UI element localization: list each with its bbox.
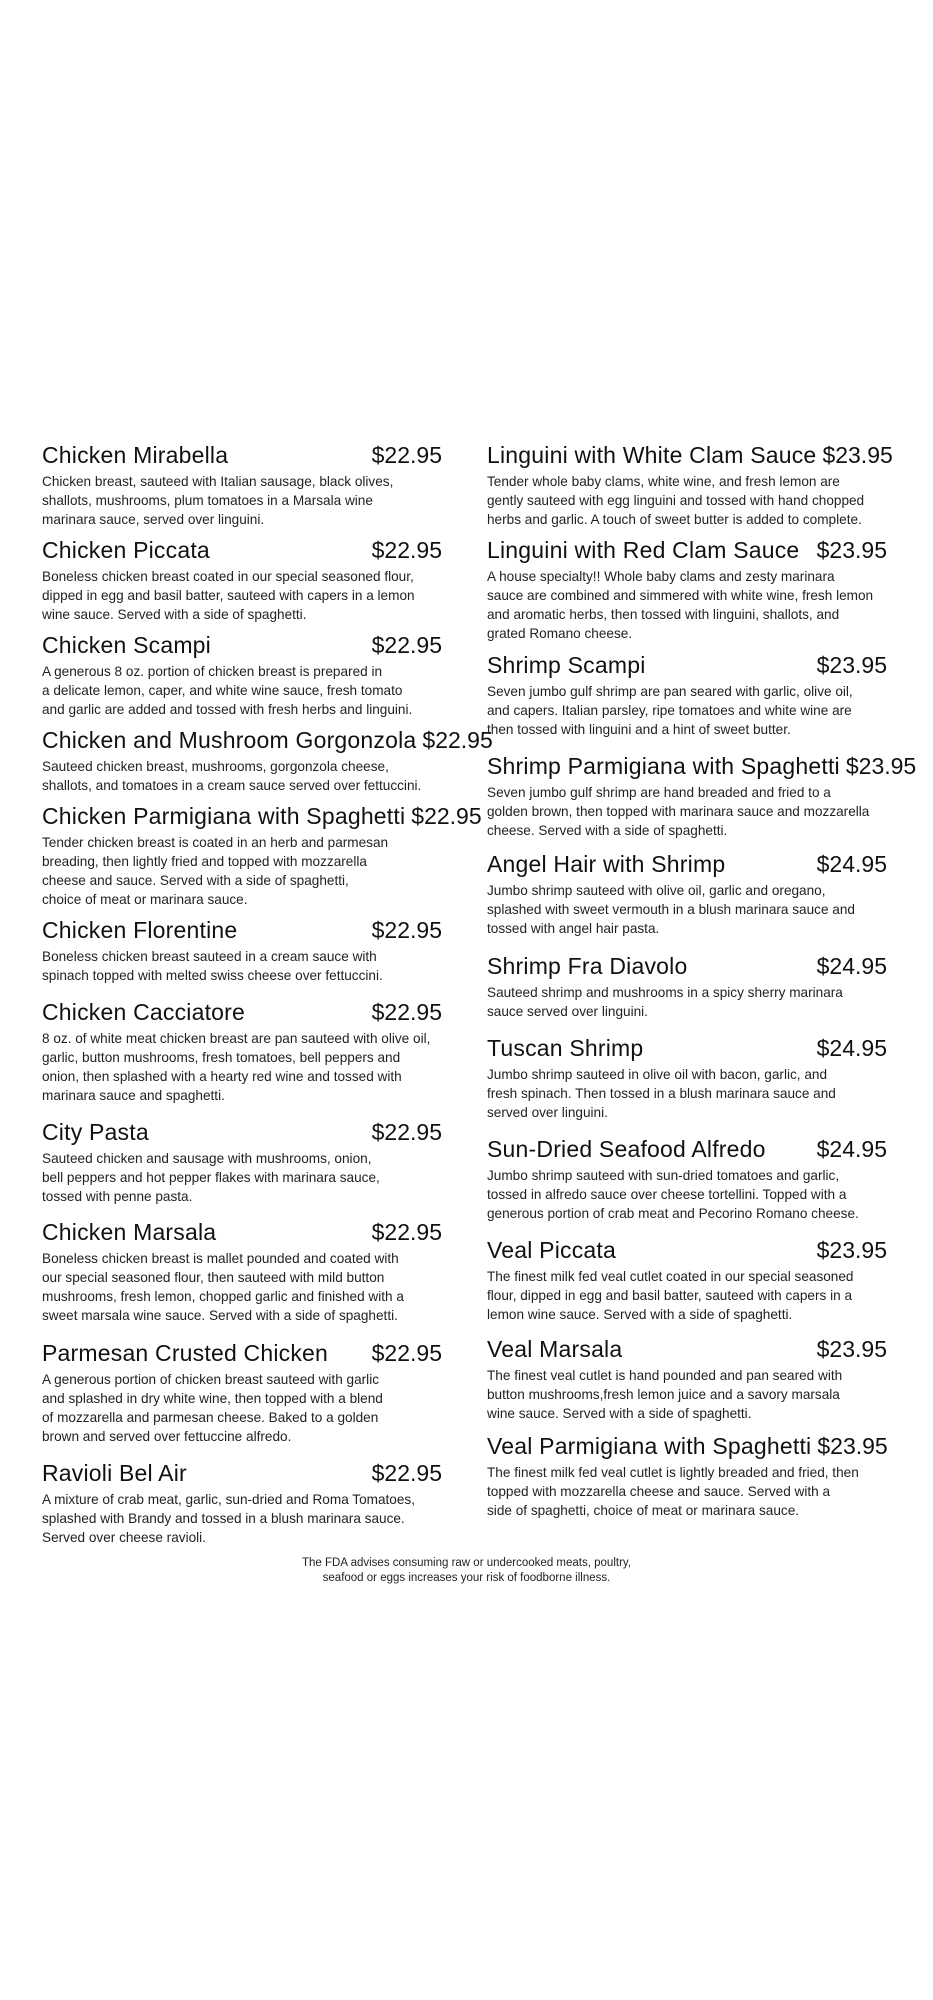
- menu-item-name: Veal Parmigiana with Spaghetti: [487, 1433, 812, 1459]
- menu-item-name: Chicken Marsala: [42, 1219, 217, 1245]
- menu-item-header: [487, 1237, 887, 1264]
- menu-item-header: [42, 727, 493, 754]
- menu-item-price: $23.95: [816, 652, 887, 678]
- menu-item-price: $22.95: [371, 999, 442, 1025]
- menu-item-price: $23.95: [816, 1336, 887, 1362]
- menu-item-name: Chicken Florentine: [42, 917, 238, 943]
- menu-item-name: Linguini with White Clam Sauce: [487, 442, 817, 468]
- menu-item-price: $22.95: [371, 1219, 442, 1245]
- menu-item-description: The finest milk fed veal cutlet is lightly breaded and fried, then topped with mozzarella cheese and sauce. Served with a side of spaghetti, choice of meat or marinara sauce.: [487, 1465, 859, 1518]
- menu-item-description: Jumbo shrimp sauteed in olive oil with bacon, garlic, and fresh spinach. Then tossed in a blush marinara sauce and served over linguini.: [487, 1067, 836, 1120]
- menu-item-description: Tender chicken breast is coated in an herb and parmesan breading, then lightly fried and topped with mozzarella cheese and sauce. Served with a side of spaghetti, choice of meat or marinara sauce.: [42, 835, 389, 907]
- menu-item-description: 8 oz. of white meat chicken breast are pan sauteed with olive oil, garlic, button mushrooms, fresh tomatoes, bell peppers and onion, then splashed with a hearty red wine and tossed with marinara sauce and spaghetti.: [42, 1031, 431, 1103]
- menu-item: [487, 953, 887, 1021]
- menu-item: [487, 851, 887, 938]
- menu-item-header: [42, 803, 482, 830]
- menu-item-description: Sauteed chicken and sausage with mushrooms, onion, bell peppers and hot pepper flakes with marinara sauce, tossed with penne pasta.: [42, 1151, 380, 1204]
- menu-item: [42, 1219, 442, 1325]
- menu-item-name: Chicken Scampi: [42, 632, 211, 658]
- menu-item-name: Sun-Dried Seafood Alfredo: [487, 1136, 766, 1162]
- menu-item-name: Tuscan Shrimp: [487, 1035, 644, 1061]
- menu-item-name: Veal Piccata: [487, 1237, 616, 1263]
- menu-item-description: Sauteed chicken breast, mushrooms, gorgonzola cheese, shallots, and tomatoes in a cream sauce served over fettuccini.: [42, 759, 422, 793]
- menu-item-description: A house specialty!! Whole baby clams and zesty marinara sauce are combined and simmered with white wine, fresh lemon and aromatic herbs, then tossed with linguini, shallots, and grated Romano cheese.: [487, 569, 874, 641]
- menu-item-name: Shrimp Parmigiana with Spaghetti: [487, 753, 840, 779]
- menu-item-header: [42, 999, 442, 1026]
- menu-item-price: $24.95: [816, 851, 887, 877]
- menu-item-description: A mixture of crab meat, garlic, sun-dried and Roma Tomatoes, splashed with Brandy and tossed in a blush marinara sauce. Served over cheese ravioli.: [42, 1492, 415, 1545]
- menu-item-header: [42, 1119, 442, 1146]
- menu-item-header: [487, 1336, 887, 1363]
- menu-item-price: $22.95: [371, 1340, 442, 1366]
- menu-item-price: $23.95: [817, 1433, 888, 1459]
- menu-item-name: Shrimp Scampi: [487, 652, 646, 678]
- menu-item-name: Shrimp Fra Diavolo: [487, 953, 688, 979]
- menu-item-description: Seven jumbo gulf shrimp are hand breaded and fried to a golden brown, then topped with marinara sauce and mozzarella cheese. Served with a side of spaghetti.: [487, 785, 870, 838]
- menu-item-name: City Pasta: [42, 1119, 149, 1145]
- menu-item-header: [42, 632, 442, 659]
- menu-item-name: Chicken Mirabella: [42, 442, 229, 468]
- menu-item-name: Chicken Parmigiana with Spaghetti: [42, 803, 406, 829]
- menu-item-header: [487, 1035, 887, 1062]
- menu-item-description: A generous portion of chicken breast sauteed with garlic and splashed in dry white wine, then topped with a blend of mozzarella and parmesan cheese. Baked to a golden brown and served over fettuccine alfredo.: [42, 1372, 383, 1444]
- menu-item: [42, 1460, 442, 1547]
- menu-item-price: $24.95: [816, 1136, 887, 1162]
- menu-item-header: [487, 851, 887, 878]
- menu-item: [487, 753, 917, 840]
- fda-disclaimer: The FDA advises consuming raw or undercooked meats, poultry, seafood or eggs increases your risk of foodborne illness.: [302, 1557, 631, 1584]
- menu-item-header: [42, 1219, 442, 1246]
- menu-item-price: $24.95: [816, 1035, 887, 1061]
- menu-item-name: Chicken and Mushroom Gorgonzola: [42, 727, 417, 753]
- menu-item-price: $23.95: [816, 1237, 887, 1263]
- menu-item-name: Parmesan Crusted Chicken: [42, 1340, 329, 1366]
- menu-item-header: [487, 652, 887, 679]
- menu-item-description: Boneless chicken breast coated in our special seasoned flour, dipped in egg and basil batter, sauteed with capers in a lemon wine sauce. Served with a side of spaghetti.: [42, 569, 415, 622]
- menu-item-name: Angel Hair with Shrimp: [487, 851, 726, 877]
- menu-item-header: [487, 1136, 887, 1163]
- menu-item-header: [42, 917, 442, 944]
- menu-item-description: Chicken breast, sauteed with Italian sausage, black olives, shallots, mushrooms, plum tomatoes in a Marsala wine marinara sauce, served over linguini.: [42, 474, 394, 527]
- menu-item-price: $23.95: [845, 753, 917, 779]
- menu-item-header: [42, 1460, 442, 1487]
- menu-item-description: Jumbo shrimp sauteed with olive oil, garlic and oregano, splashed with sweet vermouth in a blush marinara sauce and tossed with angel hair pasta.: [487, 883, 855, 936]
- menu-item-price: $22.95: [371, 1460, 442, 1486]
- menu-item-price: $22.95: [411, 803, 482, 829]
- menu-item-header: [487, 1433, 887, 1460]
- menu-item: [487, 1136, 887, 1223]
- menu-item-price: $23.95: [822, 442, 893, 468]
- menu-item-description: Boneless chicken breast is mallet pounded and coated with our special seasoned flour, then sauteed with mild button mushrooms, fresh lemon, chopped garlic and finished with a sweet marsala wine sauce. Served with a side of spaghetti.: [42, 1251, 404, 1323]
- menu-item-price: $22.95: [371, 442, 442, 468]
- menu-item-price: $22.95: [371, 537, 442, 563]
- menu-item: [487, 1336, 887, 1423]
- menu-item: [42, 1340, 442, 1446]
- menu-item: [42, 537, 442, 624]
- menu-item: [487, 1433, 887, 1520]
- menu-item-description: Tender whole baby clams, white wine, and fresh lemon are gently sauteed with egg linguini and tossed with hand chopped herbs and garlic. A touch of sweet butter is added to complete.: [487, 474, 865, 527]
- menu-item-name: Chicken Cacciatore: [42, 999, 246, 1025]
- menu-item: [42, 727, 493, 795]
- menu-item: [42, 917, 442, 985]
- menu-item-name: Veal Marsala: [487, 1336, 623, 1362]
- menu-item: [42, 442, 442, 529]
- menu-item: [487, 652, 887, 739]
- menu-item-price: $23.95: [816, 537, 887, 563]
- menu-item-header: [42, 442, 442, 469]
- menu-item-name: Chicken Piccata: [42, 537, 210, 563]
- menu-item-description: The finest veal cutlet is hand pounded and pan seared with button mushrooms,fresh lemon juice and a savory marsala wine sauce. Served with a side of spaghetti.: [487, 1368, 843, 1421]
- menu-item-header: [42, 1340, 442, 1367]
- menu-item: [487, 1237, 887, 1324]
- menu-item-name: Ravioli Bel Air: [42, 1460, 187, 1486]
- menu-item: [487, 442, 893, 529]
- menu-item-description: Sauteed shrimp and mushrooms in a spicy sherry marinara sauce served over linguini.: [487, 985, 843, 1019]
- menu-item-header: [487, 953, 887, 980]
- menu-item-description: A generous 8 oz. portion of chicken breast is prepared in a delicate lemon, caper, and white wine sauce, fresh tomato and garlic are added and tossed with fresh herbs and linguini.: [42, 664, 413, 717]
- menu-item-description: Jumbo shrimp sauteed with sun-dried tomatoes and garlic, tossed in alfredo sauce over cheese tortellini. Topped with a generous portion of crab meat and Pecorino Romano cheese.: [487, 1168, 859, 1221]
- menu-item: [487, 1035, 887, 1122]
- menu-item-price: $22.95: [371, 917, 442, 943]
- menu-item-price: $22.95: [371, 1119, 442, 1145]
- menu-item-price: $24.95: [816, 953, 887, 979]
- menu-item-header: [42, 537, 442, 564]
- menu-item-description: Seven jumbo gulf shrimp are pan seared with garlic, olive oil, and capers. Italian parsley, ripe tomatoes and white wine are then tossed with linguini and a hint of sweet butter.: [487, 684, 853, 737]
- menu-item-header: [487, 537, 887, 564]
- menu-item-price: $22.95: [371, 632, 442, 658]
- menu-item: [42, 632, 442, 719]
- menu-item: [487, 537, 887, 643]
- menu-item-header: [487, 753, 917, 780]
- menu-item-header: [487, 442, 893, 469]
- menu-item-description: Boneless chicken breast sauteed in a cream sauce with spinach topped with melted swiss cheese over fettuccini.: [42, 949, 383, 983]
- menu-item: [42, 1119, 442, 1206]
- menu-item: [42, 803, 482, 909]
- menu-item-name: Linguini with Red Clam Sauce: [487, 537, 800, 563]
- menu-item-price: $22.95: [422, 727, 493, 753]
- menu-item: [42, 999, 442, 1105]
- menu-item-description: The finest milk fed veal cutlet coated in our special seasoned flour, dipped in egg and basil batter, sauteed with capers in a lemon wine sauce. Served with a side of spaghetti.: [487, 1269, 854, 1322]
